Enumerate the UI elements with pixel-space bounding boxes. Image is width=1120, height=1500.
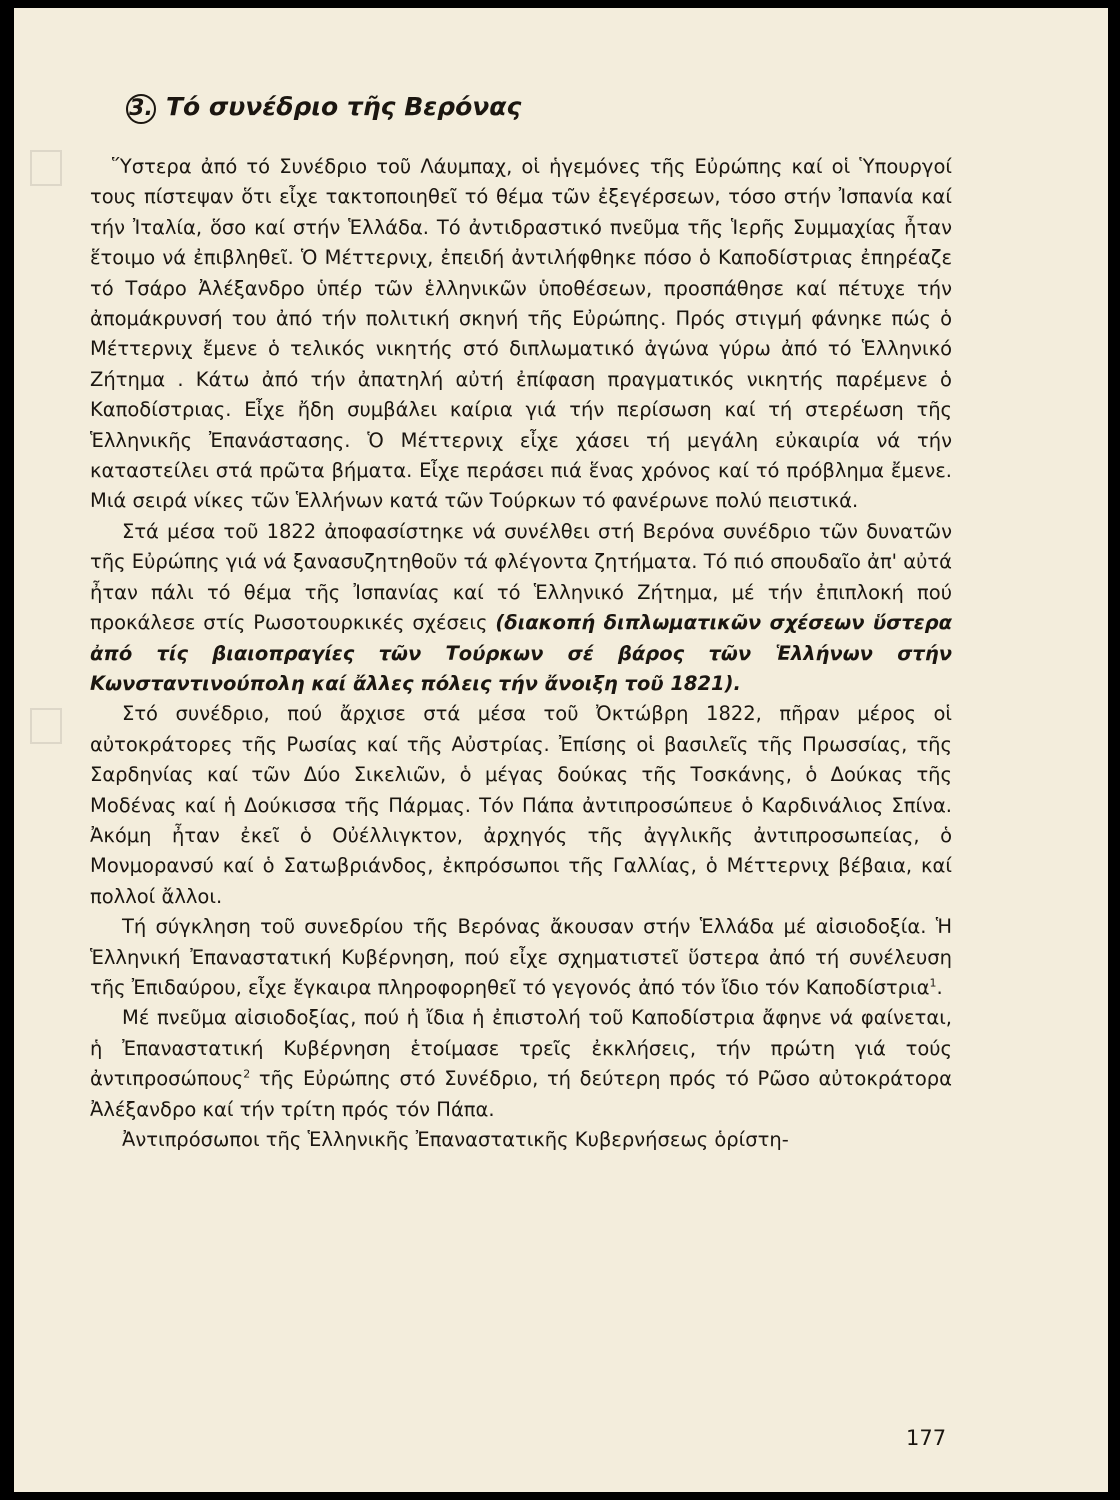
paragraph-2: Στά μέσα τοῦ 1822 ἀποφασίστηκε νά συνέλθει στή Βερόνα συνέδριο τῶν δυνατῶν τῆς Εὐρώπης γιά νά ξανασυζητηθοῦν τά φλέγοντα ζητήματα. Τό πιό σπουδαῖο ἀπ' αὐτά ἦταν πάλι τό θέμα τῆς Ἰσπανίας καί τό Ἑλληνικό Ζήτημα, μέ τήν ἐπιπλοκή πού προκάλεσε στίς Ρωσοτουρκικές σχέσεις (διακοπή διπλωματικῶν σχέσεων ὕστερα ἀπό τίς βιαιοπραγίες τῶν Τούρκων σέ βάρος τῶν Ἑλλήνων στήν Κωνσταντινούπολη καί ἄλλες πόλεις τήν ἄνοιξη τοῦ 1821). xyxy=(90,519,952,695)
footnote-marker: 1 xyxy=(929,976,937,990)
paragraph-1: Ὕστερα ἀπό τό Συνέδριο τοῦ Λάυμπαχ, οἱ ἡγεμόνες τῆς Εὐρώπης καί οἱ Ὑπουργοί τους πίστεψαν ὅτι εἶχε τακτοποιηθεῖ τό θέμα τῶν ἐξεγέρσεων, τόσο στήν Ἰσπανία καί τήν Ἰταλία, ὅσο καί στήν Ἑλλάδα. Τό ἀντιδραστικό πνεῦμα τῆς Ἱερῆς Συμμαχίας ἦταν ἕτοιμο νά ἐπιβληθεῖ. Ὁ Μέττερνιχ, ἐπειδή ἀντιλήφθηκε πόσο ὁ Καποδίστριας ἐπηρέαζε τό Τσάρο Ἀλέξανδρο ὑπέρ τῶν ἑλληνικῶν ὑποθέσεων, προσπάθησε καί πέτυχε τήν ἀπομάκρυνσή του ἀπό τήν πολιτική σκηνή τῆς Εὐρώπης. Πρός στιγμή φάνηκε πώς ὁ Μέττερνιχ ἔμενε ὁ τελικός νικητής στό διπλωματικό ἀγώνα γύρω ἀπό τό Ἑλληνικό Ζήτημα . Κάτω ἀπό τήν ἀπατηλή αὐτή ἐπίφαση πραγματικός νικητής παρέμενε ὁ Καποδίστριας. Εἶχε ἤδη συμβάλει καίρια γιά τήν περίσωση καί τή στερέωση τῆς Ἑλληνικῆς Ἐπανάστασης. Ὁ Μέττερνιχ εἶχε χάσει τή μεγάλη εὐκαιρία νά τήν καταστείλει στά πρῶτα βήματα. Εἶχε περάσει πιά ἕνας χρόνος καί τό πρόβλημα ἔμενε. Μιά σειρά νίκες τῶν Ἑλλήνων κατά τῶν Τούρκων τό φανέρωνε πολύ πειστικά. xyxy=(90,155,952,513)
bleed-through-box xyxy=(30,150,62,186)
paragraph-4: Τή σύγκληση τοῦ συνεδρίου τῆς Βερόνας ἄκουσαν στήν Ἑλλάδα μέ αἰσιοδοξία. Ἡ Ἑλληνική Ἐπαναστατική Κυβέρνηση, πού εἶχε σχηματιστεῖ ὕστερα ἀπό τή συνέλευση τῆς Ἐπιδαύρου, εἶχε ἔγκαιρα πληροφορηθεῖ τό γεγονός ἀπό τόν ἴδιο τόν Καποδίστρια$^1$. xyxy=(90,915,952,999)
paragraph-3: Στό συνέδριο, πού ἄρχισε στά μέσα τοῦ Ὀκτώβρη 1822, πῆραν μέρος οἱ αὐτοκράτορες τῆς Ρωσίας καί τῆς Αὐστρίας. Ἐπίσης οἱ βασιλεῖς τῆς Πρωσσίας, τῆς Σαρδηνίας καί τῶν Δύο Σικελιῶν, ὁ μέγας δούκας τῆς Τοσκάνης, ὁ Δούκας τῆς Μοδένας καί ἡ Δούκισσα τῆς Πάρμας. Τόν Πάπα ἀντιπροσώπευε ὁ Καρδινάλιος Σπίνα. Ἀκόμη ἦταν ἐκεῖ ὁ Οὐέλλιγκτον, ἀρχηγός τῆς ἀγγλικῆς ἀντιπροσωπείας, ὁ Μονμορανσύ καί ὁ Σατωβριάνδος, ἐκπρόσωποι τῆς Γαλλίας, ὁ Μέττερνιχ βέβαια, καί πολλοί ἄλλοι. xyxy=(90,702,952,908)
parenthetical-note: (διακοπή διπλωματικῶν σχέσεων ὕστερα ἀπό τίς βιαιοπραγίες τῶν Τούρκων σέ βάρος τῶν Ἑλλήνων στήν Κωνσταντινούπολη καί ἄλλες πόλεις τήν ἄνοιξη τοῦ 1821). xyxy=(90,611,952,695)
footnote-marker: 2 xyxy=(243,1067,251,1081)
section-heading xyxy=(126,92,521,124)
page-number: 177 xyxy=(906,1426,947,1450)
paragraph-5: Μέ πνεῦμα αἰσιοδοξίας, πού ἡ ἴδια ἡ ἐπιστολή τοῦ Καποδίστρια ἄφηνε νά φαίνεται, ἡ Ἐπαναστατική Κυβέρνηση ἑτοίμασε τρεῖς ἐκκλήσεις, τήν πρώτη γιά τούς ἀντιπροσώπους$^2$ τῆς Εὐρώπης στό Συνέδριο, τή δεύτερη πρός τό Ρῶσο αὐτοκράτορα Ἀλέξανδρο καί τήν τρίτη πρός τόν Πάπα. xyxy=(90,1006,952,1121)
paragraph-6: Ἀντιπρόσωποι τῆς Ἑλληνικῆς Ἐπαναστατικῆς Κυβερνήσεως ὁρίστη- xyxy=(122,1128,789,1151)
section-title: Τό συνέδριο τῆς Βερόνας xyxy=(166,92,522,121)
body-text xyxy=(90,152,952,1155)
section-number: 3. xyxy=(126,94,156,124)
book-page xyxy=(14,8,1108,1492)
bleed-through-box xyxy=(30,708,62,744)
